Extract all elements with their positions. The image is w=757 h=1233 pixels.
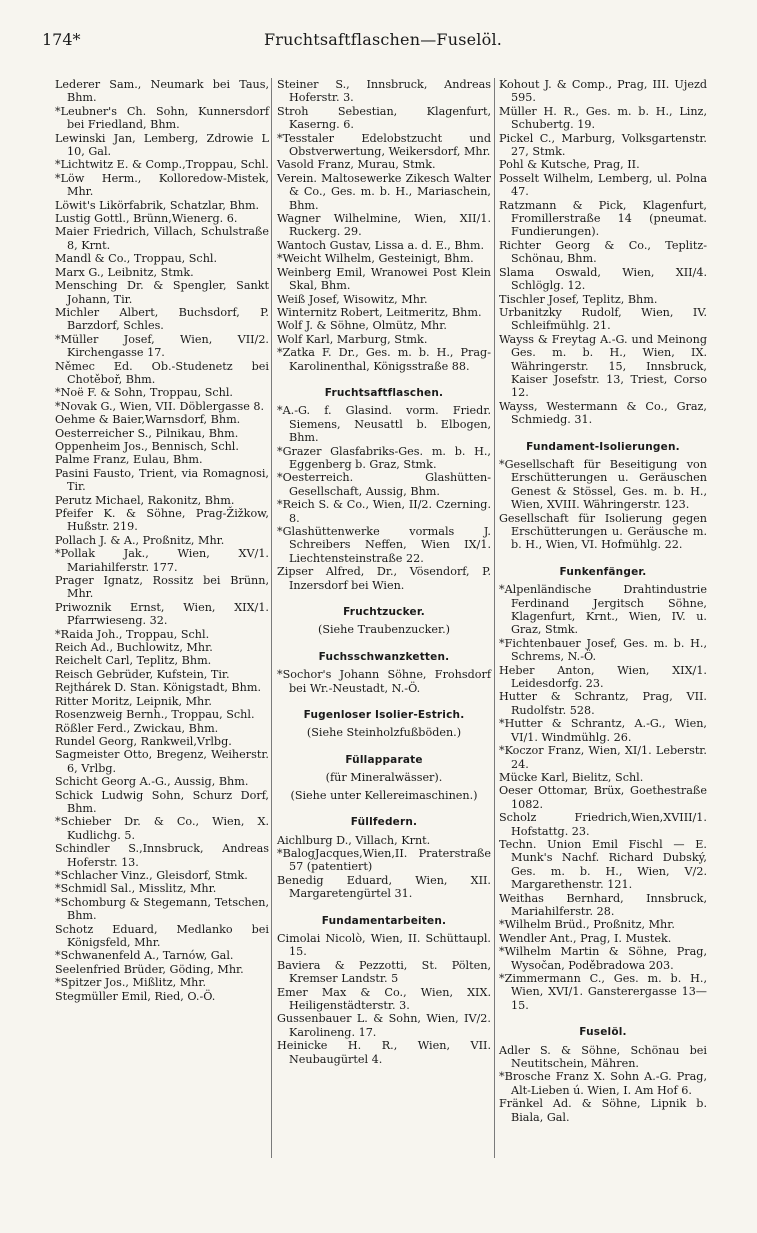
directory-entry: Lederer Sam., Neumark bei Taus, Bhm. (55, 78, 269, 105)
page-title: Fruchtsaftflaschen—Fuselöl. (263, 30, 503, 49)
directory-entry: Benedig Eduard, Wien, XII. Margaretengürtel 31. (277, 873, 491, 901)
directory-entry: Mandl & Co., Troppau, Schl. (55, 252, 218, 266)
section-heading: Fuchsschwanzketten. (318, 650, 450, 663)
directory-entry: Aichlburg D., Villach, Krnt. (277, 833, 431, 847)
directory-entry: Palme Franz, Eulau, Bhm. (55, 453, 203, 467)
cross-reference-note: (für Mineralwässer). (325, 771, 443, 785)
section-heading: Fugenloser Isolier-Estrich. (303, 709, 465, 722)
directory-entry: Lustig Gottl., Brünn,Wienerg. 6. (55, 212, 238, 226)
directory-entry: Hutter & Schrantz, Prag, VII. Rudolfstr. 528. (499, 690, 707, 717)
directory-entry: *Schomburg & Stegemann, Tetschen, Bhm. (55, 895, 269, 923)
directory-entry: *Reich S. & Co., Wien, II/2. Czerning. 8. (277, 498, 491, 525)
directory-entry: *Löw Herm., Kolloredow-Mistek, Mhr. (55, 171, 269, 199)
directory-entry: Perutz Michael, Rakonitz, Bhm. (55, 493, 235, 507)
directory-entry: *Schlacher Vinz., Gleisdorf, Stmk. (55, 868, 248, 882)
directory-entry: Lewinski Jan, Lemberg, Zdrowie L 10, Gal. (55, 131, 269, 159)
directory-entry: *Lichtwitz E. & Comp.,Troppau, Schl. (55, 158, 269, 172)
directory-entry: *Zatka F. Dr., Ges. m. b. H., Prag-Karolinenthal, Königsstraße 88. (277, 346, 491, 373)
directory-entry: *Müller Josef, Wien, VII/2. Kirchengasse 17. (55, 332, 269, 360)
directory-entry: Rundel Georg, Rankweil,Vrlbg. (55, 734, 232, 748)
directory-entry: Tischler Josef, Teplitz, Bhm. (499, 292, 658, 306)
directory-entry: Pickel C., Marburg, Volksgartenstr. 27, Stmk. (499, 131, 707, 159)
directory-entry: *A.-G. f. Glasind. vorm. Friedr. Siemens, Neusattl b. Elbogen, Bhm. (277, 404, 491, 445)
directory-entry: Weithas Bernhard, Innsbruck, Mariahilferstr. 28. (499, 891, 707, 918)
cross-reference-note: (Siehe Steinholzfußböden.) (306, 726, 462, 740)
directory-entry: Maier Friedrich, Villach, Schulstraße 8, Krnt. (55, 225, 269, 252)
directory-entry: Priwoznik Ernst, Wien, XIX/1. Pfarrwieseng. 32. (55, 600, 269, 628)
directory-entry: Müller H. R., Ges. m. b. H., Linz, Schubertg. 19. (499, 104, 707, 132)
directory-column-left (55, 78, 269, 1003)
directory-entry: *Glashüttenwerke vormals J. Schreibers Neffen, Wien IX/1. Liechtensteinstraße 22. (277, 525, 491, 565)
directory-entry: Schicht Georg A.-G., Aussig, Bhm. (55, 775, 249, 789)
directory-entry: Löwit's Likörfabrik, Schatzlar, Bhm. (55, 198, 260, 212)
directory-entry: Ratzmann & Pick, Klagenfurt, Fromillerstraße 14 (pneumat. Fundierungen). (499, 198, 707, 239)
directory-entry: *Fichtenbauer Josef, Ges. m. b. H., Schrems, N.-Ö. (499, 636, 707, 664)
page-header (38, 28, 728, 56)
directory-entry: Reich Ad., Buchlowitz, Mhr. (55, 641, 213, 655)
directory-entry: *Schmidl Sal., Misslitz, Mhr. (55, 882, 217, 896)
directory-entry: Kohout J. & Comp., Prag, III. Ujezd 595. (499, 78, 707, 105)
directory-entry: *Pollak Jak., Wien, XV/1. Mariahilferstr. 177. (55, 547, 269, 574)
directory-entry: *Raida Joh., Troppau, Schl. (55, 627, 210, 641)
directory-entry: Rößler Ferd., Zwickau, Bhm. (55, 721, 219, 735)
directory-entry: *Brosche Franz X. Sohn A.-G. Prag, Alt-Lieben ú. Wien, I. Am Hof 6. (499, 1070, 707, 1097)
directory-entry: Techn. Union Emil Fischl — E. Munk's Nachf. Richard Dubský, Ges. m. b. H., Wien, V/2. Margarethenstr. 121. (499, 837, 707, 892)
directory-entry: Oehme & Baier,Warnsdorf, Bhm. (55, 413, 241, 427)
directory-entry: Němec Ed. Ob.-Studenetz bei Chotěboř, Bhm. (55, 359, 269, 386)
directory-entry: Heinicke H. R., Wien, VII. Neubaugürtel 4. (277, 1039, 491, 1066)
directory-entry: Stegmüller Emil, Ried, O.-Ö. (55, 989, 216, 1003)
directory-entry: Ritter Moritz, Leipnik, Mhr. (55, 694, 212, 708)
directory-entry: Baviera & Pezzotti, St. Pölten, Kremser Landstr. 5 (277, 958, 491, 986)
directory-entry: Gesellschaft für Isolierung gegen Erschütterungen u. Geräusche m. b. H., Wien, VI. Hofmühlg. 22. (499, 511, 707, 552)
directory-entry: Zipser Alfred, Dr., Vösendorf, P. Inzersdorf bei Wien. (277, 565, 491, 592)
directory-entry: *Oesterreich. Glashütten-Gesellschaft, Aussig, Bhm. (277, 471, 491, 498)
directory-entry: *BalogJacques,Wien,II. Praterstraße 57 (patentiert) (277, 846, 491, 874)
directory-entry: Wendler Ant., Prag, I. Mustek. (499, 931, 672, 945)
directory-entry: Verein. Maltosewerke Zikesch Walter & Co., Ges. m. b. H., Mariaschein, Bhm. (277, 171, 491, 212)
cross-reference-note: (Siehe unter Kellereimaschinen.) (290, 788, 478, 802)
section-heading: Füllapparate (345, 753, 423, 766)
directory-entry: Scholz Friedrich,Wien,XVIII/1. Hofstattg. 23. (499, 811, 707, 838)
directory-entry: *Noë F. & Sohn, Troppau, Schl. (55, 386, 233, 400)
section-heading: Fundament-Isolierungen. (526, 440, 680, 453)
page-number: 174* (42, 30, 81, 49)
directory-entry: Wayss & Freytag A.-G. und Meinong Ges. m. b. H., Wien, IX. Währingerstr. 15, Innsbruck, Kaiser Josefstr. 13, Triest, Corso 12. (499, 332, 707, 400)
directory-entry: Posselt Wilhelm, Lemberg, ul. Polna 47. (499, 171, 707, 199)
directory-entry: *Schieber Dr. & Co., Wien, X. Kudlichg. 5. (55, 815, 269, 842)
directory-entry: Schick Ludwig Sohn, Schurz Dorf, Bhm. (55, 788, 269, 815)
directory-entry: Marx G., Leibnitz, Stmk. (55, 265, 194, 279)
cross-reference-note: (Siehe Traubenzucker.) (317, 623, 451, 637)
directory-entry: Steiner S., Innsbruck, Andreas Hoferstr. 3. (277, 78, 491, 105)
directory-entry: Reichelt Carl, Teplitz, Bhm. (55, 654, 212, 668)
directory-entry: Oppenheim Jos., Bennisch, Schl. (55, 439, 239, 453)
directory-entry: Vasold Franz, Murau, Stmk. (277, 158, 436, 172)
directory-entry: Michler Albert, Buchsdorf, P. Barzdorf, Schles. (55, 305, 269, 333)
section-heading: Fruchtzucker. (343, 606, 425, 619)
directory-entry: *Gesellschaft für Beseitigung von Erschütterungen u. Geräuschen Genest & Stössel, Ges. m. b. H., Wien, XVIII. Währingerstr. 123. (499, 457, 707, 512)
directory-entry: Urbanitzky Rudolf, Wien, IV. Schleifmühlg. 21. (499, 305, 707, 333)
directory-entry: Prager Ignatz, Rossitz bei Brünn, Mhr. (55, 574, 269, 601)
directory-entry: Heber Anton, Wien, XIX/1. Leidesdorfg. 23. (499, 663, 707, 691)
directory-entry: Fränkel Ad. & Söhne, Lipnik b. Biala, Gal. (499, 1097, 707, 1124)
directory-entry: Mensching Dr. & Spengler, Sankt Johann, Tir. (55, 279, 269, 306)
directory-entry: Pasini Fausto, Trient, via Romagnosi, Tir. (55, 466, 269, 494)
directory-entry: Seelenfried Brüder, Göding, Mhr. (55, 962, 244, 976)
directory-entry: Winternitz Robert, Leitmeritz, Bhm. (277, 305, 482, 319)
directory-entry: *Spitzer Jos., Mißlitz, Mhr. (55, 976, 207, 990)
directory-entry: Slama Oswald, Wien, XII/4. Schlöglg. 12. (499, 265, 707, 293)
directory-entry: *Grazer Glasfabriks-Ges. m. b. H., Eggenberg b. Graz, Stmk. (277, 444, 491, 471)
section-heading: Fruchtsaftflaschen. (324, 386, 444, 399)
directory-entry: *Zimmermann C., Ges. m. b. H., Wien, XVI/1. Gansterergasse 13—15. (499, 972, 707, 1012)
directory-entry: Pohl & Kutsche, Prag, II. (499, 158, 640, 172)
directory-entry: Emer Max & Co., Wien, XIX. Heiligenstädterstr. 3. (277, 985, 491, 1012)
directory-entry: Cimolai Nicolò, Wien, II. Schüttaupl. 15. (277, 931, 491, 959)
directory-entry: Wolf Karl, Marburg, Stmk. (277, 332, 428, 346)
section-heading: Fuselöl. (579, 1026, 627, 1039)
directory-entry: Wagner Wilhelmine, Wien, XII/1. Ruckerg. 29. (277, 212, 491, 239)
directory-entry: Schindler S.,Innsbruck, Andreas Hoferstr. 13. (55, 842, 269, 869)
directory-entry: Reisch Gebrüder, Kufstein, Tir. (55, 667, 230, 681)
directory-entry: Wantoch Gustav, Lissa a. d. E., Bhm. (277, 238, 485, 252)
directory-entry: Sagmeister Otto, Bregenz, Weiherstr. 6, Vrlbg. (55, 748, 269, 775)
directory-entry: *Sochor's Johann Söhne, Frohsdorf bei Wr.-Neustadt, N.-Ö. (277, 668, 491, 695)
directory-entry: Richter Georg & Co., Teplitz-Schönau, Bhm. (499, 238, 707, 266)
directory-entry: Schotz Eduard, Medlanko bei Königsfeld, Mhr. (55, 922, 269, 949)
directory-entry: Stroh Sebestian, Klagenfurt, Kaserng. 6. (277, 104, 491, 132)
directory-entry: *Wilhelm Martin & Söhne, Prag, Wysočan, Poděbradowa 203. (499, 945, 707, 972)
directory-entry: Wolf J. & Söhne, Olmütz, Mhr. (277, 319, 447, 333)
directory-entry: Rosenzweig Bernh., Troppau, Schl. (55, 708, 255, 722)
column-divider (271, 78, 272, 1158)
directory-entry: *Leubner's Ch. Sohn, Kunnersdorf bei Friedland, Bhm. (55, 104, 269, 132)
directory-entry: Adler S. & Söhne, Schönau bei Neutitschein, Mähren. (499, 1043, 707, 1071)
section-heading: Funkenfänger. (559, 565, 647, 578)
directory-entry: *Alpenländische Drahtindustrie Ferdinand Jergitsch Söhne, Klagenfurt, Krnt., Wien, IV. u. Graz, Stmk. (499, 583, 707, 637)
directory-column-right (499, 78, 707, 1124)
directory-column-middle (277, 78, 491, 1066)
directory-entry: *Schwanenfeld A., Tarnów, Gal. (55, 949, 234, 963)
section-heading: Füllfedern. (350, 816, 418, 829)
directory-entry: *Tesstaler Edelobstzucht und Obstverwertung, Weikersdorf, Mhr. (277, 131, 491, 159)
directory-entry: Pfeifer K. & Söhne, Prag-Žižkow, Hußstr. 219. (55, 507, 269, 534)
directory-entry: *Weicht Wilhelm, Gesteinigt, Bhm. (277, 252, 474, 266)
directory-entry: *Wilhelm Brüd., Proßnitz, Mhr. (499, 918, 675, 932)
column-divider (494, 78, 495, 1158)
directory-entry: Weinberg Emil, Wranowei Post Klein Skal, Bhm. (277, 265, 491, 293)
directory-entry: Wayss, Westermann & Co., Graz, Schmiedg. 31. (499, 399, 707, 427)
directory-entry: Rejthárek D. Stan. Königstadt, Bhm. (55, 681, 262, 695)
directory-entry: *Koczor Franz, Wien, XI/1. Leberstr. 24. (499, 744, 707, 771)
directory-entry: Oeser Ottomar, Brüx, Goethestraße 1082. (499, 784, 707, 811)
directory-entry: *Novak G., Wien, VII. Döblergasse 8. (55, 399, 265, 413)
section-heading: Fundamentarbeiten. (321, 914, 447, 927)
directory-entry: Oesterreicher S., Pilnikau, Bhm. (55, 426, 239, 440)
directory-entry: Mücke Karl, Bielitz, Schl. (499, 770, 644, 784)
directory-entry: *Hutter & Schrantz, A.-G., Wien, VI/1. Windmühlg. 26. (499, 717, 707, 744)
directory-entry: Weiß Josef, Wisowitz, Mhr. (277, 292, 428, 306)
directory-entry: Pollach J. & A., Proßnitz, Mhr. (55, 533, 225, 547)
directory-entry: Gussenbauer L. & Sohn, Wien, IV/2. Karolineng. 17. (277, 1012, 491, 1039)
